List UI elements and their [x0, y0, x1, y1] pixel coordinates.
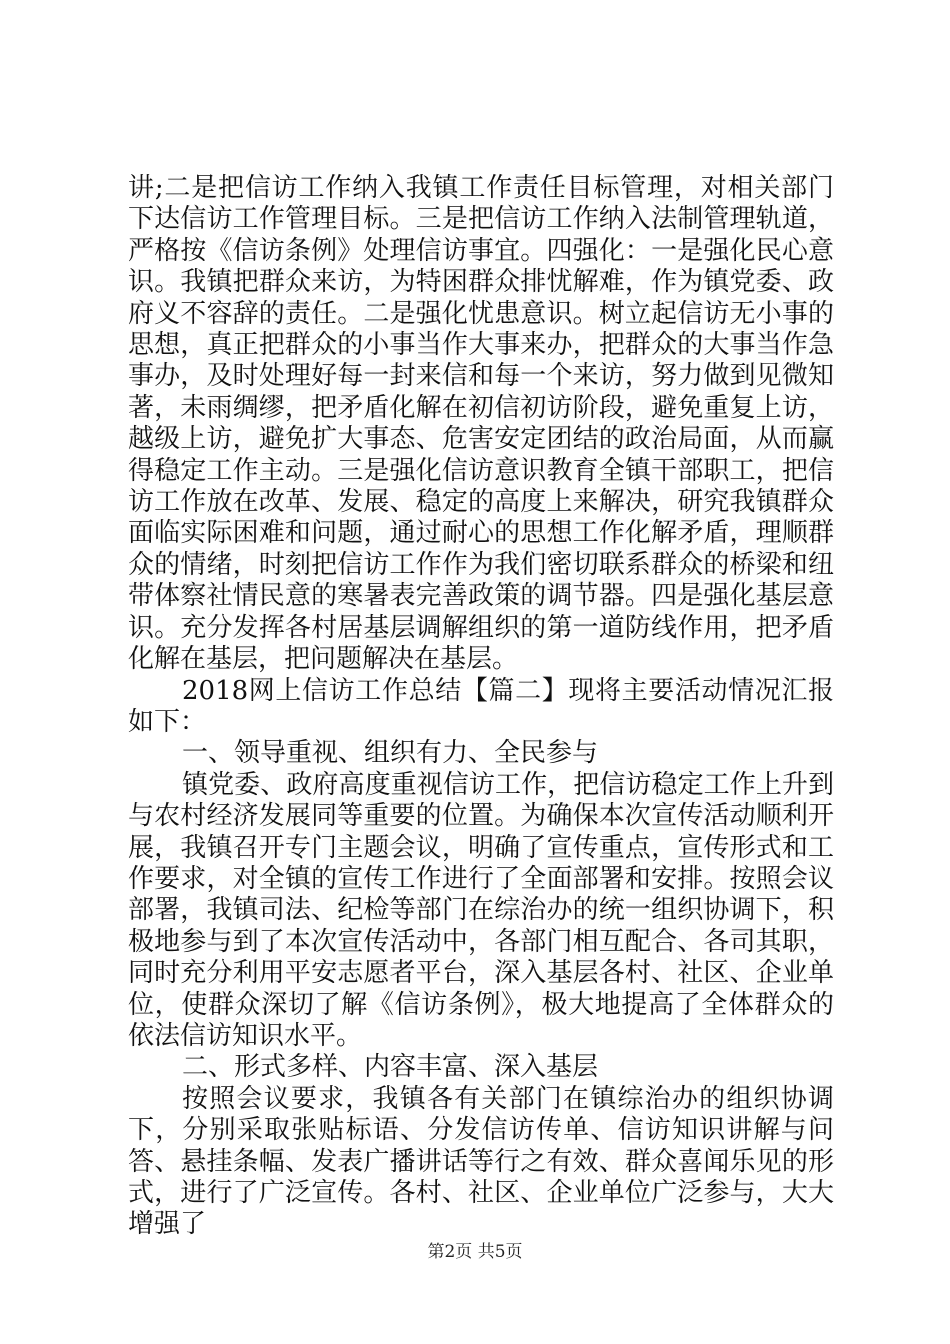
paragraph-continuation: 讲;二是把信访工作纳入我镇工作责任目标管理，对相关部门下达信访工作管理目标。三是把信访工作纳入法制管理轨道，严格按《信访条例》处理信访事宜。四强化：一是强化民心意识。我镇把群众来访，为特困群众排忧解难，作为镇党委、政府义不容辞的责任。二是强化忧患意识。树立起信访无小事的思想，真正把群众的小事当作大事来办，把群众的大事当作急事办，及时处理好每一封来信和每一个来访，努力做到见微知著，未雨绸缪，把矛盾化解在初信初访阶段，避免重复上访，越级上访，避免扩大事态、危害安定团结的政治局面，从而赢得稳定工作主动。三是强化信访意识教育全镇干部职工，把信访工作放在改革、发展、稳定的高度上来解决，研究我镇群众面临实际困难和问题，通过耐心的思想工作化解矛盾，理顺群众的情绪，时刻把信访工作作为我们密切联系群众的桥梁和纽带体察社情民意的寒暑表完善政策的调节器。四是强化基层意识。充分发挥各村居基层调解组织的第一道防线作用，把矛盾化解在基层，把问题解决在基层。	[128, 173, 834, 675]
paragraph-section-two: 按照会议要求，我镇各有关部门在镇综治办的组织协调下，分别采取张贴标语、分发信访传单、信访知识讲解与问答、悬挂条幅、发表广播讲话等行之有效、群众喜闻乐见的形式，进行了广泛宣传。各村、社区、企业单位广泛参与，大大增强了	[128, 1083, 834, 1240]
page-number-footer: 第2页 共5页	[427, 1242, 523, 1262]
heading-section-two: 二、形式多样、内容丰富、深入基层	[182, 1052, 599, 1083]
paragraph-section-intro: 2018网上信访工作总结【篇二】现将主要活动情况汇报如下：	[128, 675, 834, 737]
heading-section-one: 一、领导重视、组织有力、全民参与	[182, 738, 599, 769]
paragraph-section-one: 镇党委、政府高度重视信访工作，把信访稳定工作上升到与农村经济发展同等重要的位置。为确保本次宣传活动顺利开展，我镇召开专门主题会议，明确了宣传重点，宣传形式和工作要求，对全镇的宣传工作进行了全面部署和安排。按照会议部署，我镇司法、纪检等部门在综治办的统一组织协调下，积极地参与到了本次宣传活动中，各部门相互配合、各司其职，同时充分利用平安志愿者平台，深入基层各村、社区、企业单位，使群众深切了解《信访条例》，极大地提高了全体群众的依法信访知识水平。	[128, 769, 834, 1051]
document-body	[128, 173, 834, 1241]
